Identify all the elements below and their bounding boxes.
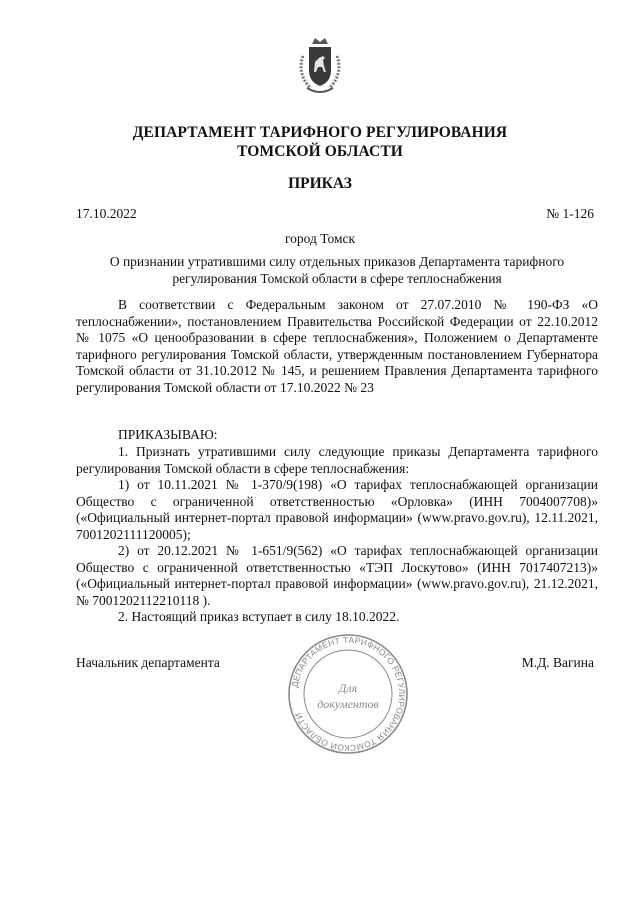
coat-of-arms-icon — [295, 36, 345, 96]
order-item-1-2: 2) от 20.12.2021 № 1-651/9(562) «О тарифах теплоснабжающей организации Общество с ограниченной ответственностью «ТЭП Лоскутово» (ИНН 7017407213)» («Официальный интернет-портал правовой информации» (www.pravo.gov.ru), 21.12.2021, № 7001202112210118 ). — [76, 543, 598, 608]
department-name-line1: ДЕПАРТАМЕНТ ТАРИФНОГО РЕГУЛИРОВАНИЯ — [132, 124, 508, 141]
order-item-1: 1. Признать утратившими силу следующие приказы Департамента тарифного регулирования Томской области в сфере теплоснабжения: — [76, 444, 598, 476]
preamble — [76, 297, 598, 396]
signatory-position: Начальник департамента — [76, 655, 220, 670]
order-item-2: 2. Настоящий приказ вступает в силу 18.10.2022. — [118, 609, 400, 624]
preamble-text: В соответствии с Федеральным законом от 27.07.2010 № 190-ФЗ «О теплоснабжении», постановлением Правительства Российской Федерации от 22.10.2012 № 1075 «О ценообразовании в сфере теплоснабжения», Положением о Департаменте тарифного регулирования Томской области, утвержденным постановлением Губернатора Томской области от 31.10.2012 № 145, и решением Правления Департамента тарифного регулирования Томской области от 17.10.2022 № 23 — [76, 297, 598, 395]
official-stamp — [286, 632, 410, 756]
signatory-name: М.Д. Вагина — [521, 655, 594, 670]
order-date: 17.10.2022 — [76, 206, 137, 221]
document-type: ПРИКАЗ — [288, 175, 352, 192]
stamp-ring-text: ДЕПАРТАМЕНТ ТАРИФНОГО РЕГУЛИРОВАНИЯ ТОМСКОЙ ОБЛАСТИ — [289, 634, 408, 754]
order-keyword: ПРИКАЗЫВАЮ: — [118, 427, 218, 442]
order-items — [76, 444, 598, 626]
order-subject: О признании утратившими силу отдельных приказов Департамента тарифного регулирования Томской области в сфере теплоснабжения — [109, 254, 565, 286]
order-number: № 1-126 — [546, 206, 594, 221]
department-name-line2: ТОМСКОЙ ОБЛАСТИ — [237, 143, 403, 160]
stamp-center-line1: Для — [338, 681, 358, 695]
stamp-center-line2: документов — [317, 697, 379, 711]
city: город Томск — [284, 231, 356, 246]
order-item-1-1: 1) от 10.11.2021 № 1-370/9(198) «О тарифах теплоснабжающей организации Общество с ограниченной ответственностью «Орловка» (ИНН 7004007708)» («Официальный интернет-портал правовой информации» (www.pravo.gov.ru), 12.11.2021, 7001202111120005); — [76, 477, 598, 542]
